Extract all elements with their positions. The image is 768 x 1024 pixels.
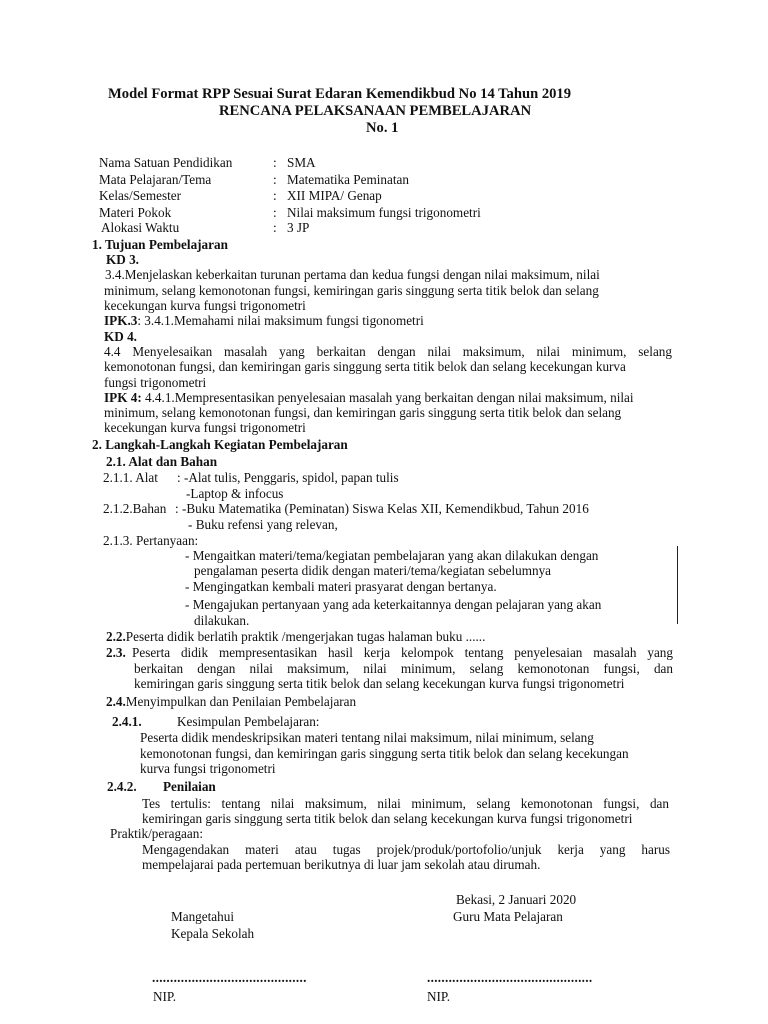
alat-item-1: : -Alat tulis, Penggaris, spidol, papan tulis: [177, 470, 399, 485]
section241-line-2: kemonotonan fungsi, dan kemiringan garis singgung serta titik belok dan selang kecekungan: [140, 746, 629, 761]
place-date: Bekasi, 2 Januari 2020: [456, 892, 577, 907]
bahan-item-1: : -Buku Matematika (Peminatan) Siswa Kelas XII, Kemendikbud, Tahun 2016: [175, 501, 589, 516]
section24-number: 2.4.: [106, 694, 126, 709]
section22-text: Peserta didik berlatih praktik /mengerjakan tugas halaman buku ......: [125, 629, 486, 644]
section23-number: 2.3.: [106, 645, 126, 660]
section242-number: 2.4.2.: [107, 779, 137, 794]
right-signer-role: Guru Mata Pelajaran: [453, 909, 563, 924]
section23-line-2: berkaitan dengan nilai maksimum, nilai minimum, selang kemonotonan fungsi, dan: [134, 661, 673, 676]
tes-line-1: Tes tertulis: tentang nilai maksimum, nilai minimum, selang kemonotonan fungsi, dan: [142, 796, 669, 811]
ipk4-line-2: minimum, selang kemonotonan fungsi, dan kemiringan garis singgung serta titik belok dan selang: [104, 405, 622, 420]
pertanyaan-item-3: - Mengajukan pertanyaan yang ada keterkaitannya dengan pelajaran yang akan: [185, 597, 602, 612]
identity-label-time: Alokasi Waktu: [101, 220, 180, 235]
section23-line-3: kemiringan garis singgung serta titik belok dan selang kecekungan kurva fungsi trigonometri: [134, 676, 625, 691]
kd3-line-2: minimum, selang kemonotonan fungsi, kemiringan garis singgung serta titik belok dan selang: [104, 283, 599, 298]
identity-colon: :: [273, 188, 277, 203]
pertanyaan-item-2: - Mengingatkan kembali materi prasyarat dengan bertanya.: [185, 579, 497, 594]
section22-line: [106, 629, 485, 645]
identity-value-time: 3 JP: [287, 220, 310, 235]
kd4-line-3: fungsi trigonometri: [104, 375, 207, 390]
pertanyaan-item-1-cont: pengalaman peserta didik dengan materi/tema/kegiatan sebelumnya: [194, 563, 552, 578]
section1-heading: 1. Tujuan Pembelajaran: [92, 237, 228, 252]
identity-label-subject: Mata Pelajaran/Tema: [99, 172, 212, 187]
pertanyaan-item-3-cont: dilakukan.: [194, 613, 250, 628]
identity-label-school: Nama Satuan Pendidikan: [99, 155, 233, 170]
document-subtitle: RENCANA PELAKSANAAN PEMBELAJARAN: [219, 103, 532, 119]
bahan-item-2: - Buku refensi yang relevan,: [188, 517, 338, 532]
kd3-heading: KD 3.: [106, 252, 139, 267]
section24-text: Menyimpulkan dan Penilaian Pembelajaran: [125, 694, 357, 709]
praktik-label: Praktik/peragaan:: [110, 826, 204, 841]
section22-number: 2.2.: [106, 629, 126, 644]
right-nip: NIP.: [427, 989, 451, 1004]
ipk3-label: IPK.3: [104, 313, 138, 328]
identity-value-school: SMA: [287, 155, 316, 170]
alat-item-2: -Laptop & infocus: [186, 486, 284, 501]
vertical-rule: [677, 546, 678, 624]
section23-line-1: Peserta didik mempresentasikan hasil kerja kelompok tentang penyelesaian masalah yang: [132, 645, 673, 660]
kd3-line-1: 3.4.Menjelaskan keberkaitan turunan pertama dan kedua fungsi dengan nilai maksimum, nilai: [105, 267, 600, 282]
pertanyaan-item-1: - Mengaitkan materi/tema/kegiatan pembelajaran yang akan dilakukan dengan: [185, 548, 599, 563]
left-signer-role-1: Mangetahui: [171, 909, 234, 924]
praktik-line-1: Mengagendakan materi atau tugas projek/produk/portofolio/unjuk kerja yang harus: [142, 842, 670, 857]
ipk4-line-3: kecekungan kurva fungsi trigonometri: [104, 420, 306, 435]
section24-line: [106, 694, 356, 710]
identity-value-subject: Matematika Peminatan: [287, 172, 409, 187]
alat-label: 2.1.1. Alat: [103, 470, 158, 485]
section21-heading: 2.1. Alat dan Bahan: [106, 454, 218, 469]
document-title: Model Format RPP Sesuai Surat Edaran Kemendikbud No 14 Tahun 2019: [108, 86, 572, 102]
section241-line-3: kurva fungsi trigonometri: [140, 761, 276, 776]
identity-label-topic: Materi Pokok: [99, 205, 172, 220]
identity-label-class: Kelas/Semester: [99, 188, 182, 203]
ipk4-line: [104, 390, 634, 406]
section241-line-1: Peserta didik mendeskripsikan materi tentang nilai maksimum, nilai minimum, selang: [140, 730, 594, 745]
left-nip: NIP.: [153, 989, 177, 1004]
section242-title: Penilaian: [163, 779, 216, 794]
section241-number: 2.4.1.: [112, 714, 142, 729]
kd4-line-1: 4.4 Menyelesaikan masalah yang berkaitan dengan nilai maksimum, nilai minimum, selang: [104, 344, 672, 359]
section2-heading: 2. Langkah-Langkah Kegiatan Pembelajaran: [92, 437, 348, 452]
identity-value-topic: Nilai maksimum fungsi trigonometri: [287, 205, 481, 220]
pertanyaan-label: 2.1.3. Pertanyaan:: [103, 533, 199, 548]
bahan-label: 2.1.2.Bahan: [103, 501, 167, 516]
left-signature-line: ...........................................: [152, 970, 307, 985]
identity-value-class: XII MIPA/ Genap: [287, 188, 382, 203]
left-signer-role-2: Kepala Sekolah: [171, 926, 255, 941]
right-signature-line: ..............................................: [427, 970, 593, 985]
section241-title: Kesimpulan Pembelajaran:: [177, 714, 320, 729]
kd3-line-3: kecekungan kurva fungsi trigonometri: [104, 298, 306, 313]
ipk4-label: IPK 4:: [104, 390, 142, 405]
tes-line-2: kemiringan garis singgung serta titik belok dan selang kecekungan kurva fungsi trigonometri: [142, 811, 633, 826]
identity-colon: :: [273, 205, 277, 220]
ipk3-text: : 3.4.1.Memahami nilai maksimum fungsi tigonometri: [137, 313, 424, 328]
identity-colon: :: [273, 220, 277, 235]
identity-colon: :: [273, 155, 277, 170]
identity-colon: :: [273, 172, 277, 187]
praktik-line-2: mempelajarai pada pertemuan berikutnya di luar jam sekolah atau dirumah.: [142, 857, 541, 872]
kd4-line-2: kemonotonan fungsi, dan kemiringan garis singgung serta titik belok dan selang kecekungan kurva: [104, 359, 626, 374]
ipk3-line: [104, 313, 424, 329]
ipk4-text-1: 4.4.1.Mempresentasikan penyelesaian masalah yang berkaitan dengan nilai maksimum, nilai: [145, 390, 634, 405]
kd4-heading: KD 4.: [104, 329, 137, 344]
document-number: No. 1: [366, 120, 399, 136]
